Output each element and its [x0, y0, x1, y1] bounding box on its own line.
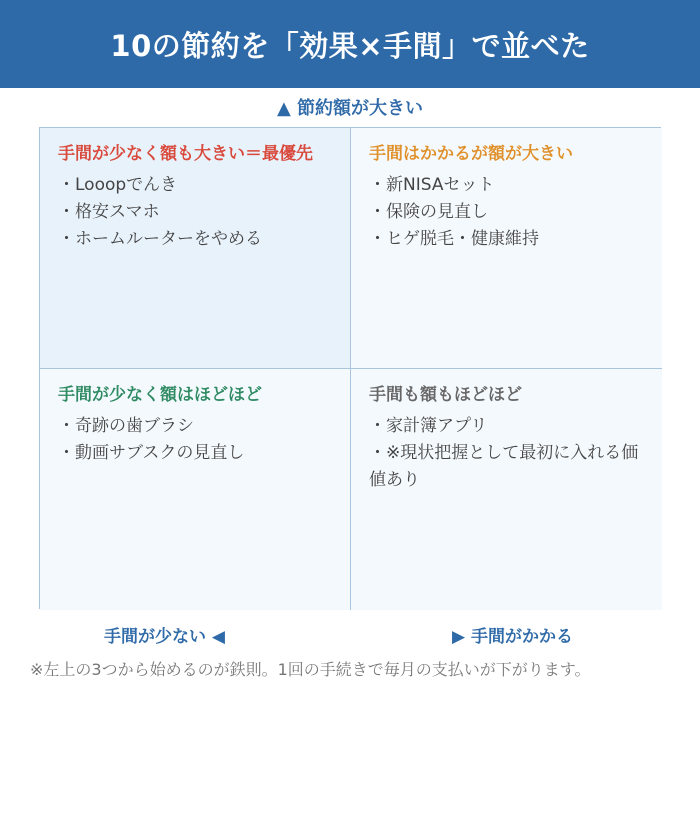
- list-item: ・※現状把握として最初に入れる価値あり: [369, 443, 639, 490]
- quadrant-grid: [39, 127, 661, 609]
- list-item: ・ホームルーターをやめる: [58, 229, 262, 249]
- quadrant-title: 手間が少なく額はほどほど: [58, 385, 262, 405]
- quadrant-top-left: [40, 128, 351, 369]
- list-item: ・Looopでんき: [58, 175, 178, 195]
- list-item: ・新NISAセット: [369, 175, 495, 195]
- list-item: ・奇跡の歯ブラシ: [58, 416, 194, 436]
- quadrant-title: 手間が少なく額も大きい＝最優先: [58, 144, 313, 164]
- quadrant-title: 手間はかかるが額が大きい: [369, 144, 573, 164]
- axis-label-top: ▲ 節約額が大きい: [276, 98, 424, 119]
- list-item: ・保険の見直し: [369, 202, 488, 222]
- quadrant-bottom-right: [351, 369, 662, 610]
- quadrant-title: 手間も額もほどほど: [369, 385, 522, 405]
- axis-label-left: 手間が少ない ◀: [104, 626, 225, 647]
- list-item: ・格安スマホ: [58, 202, 160, 222]
- footnote: ※左上の3つから始めるのが鉄則。1回の手続きで毎月の支払いが下がります。: [30, 660, 591, 679]
- list-item: ・ヒゲ脱毛・健康維持: [369, 229, 539, 249]
- quadrant-bottom-left: [40, 369, 351, 610]
- list-item: ・家計簿アプリ: [369, 416, 488, 436]
- axis-label-right: ▶ 手間がかかる: [452, 626, 573, 647]
- quadrant-top-right: [351, 128, 662, 369]
- list-item: ・動画サブスクの見直し: [58, 443, 245, 463]
- page-title: 10の節約を「効果×手間」で並べた: [0, 0, 700, 88]
